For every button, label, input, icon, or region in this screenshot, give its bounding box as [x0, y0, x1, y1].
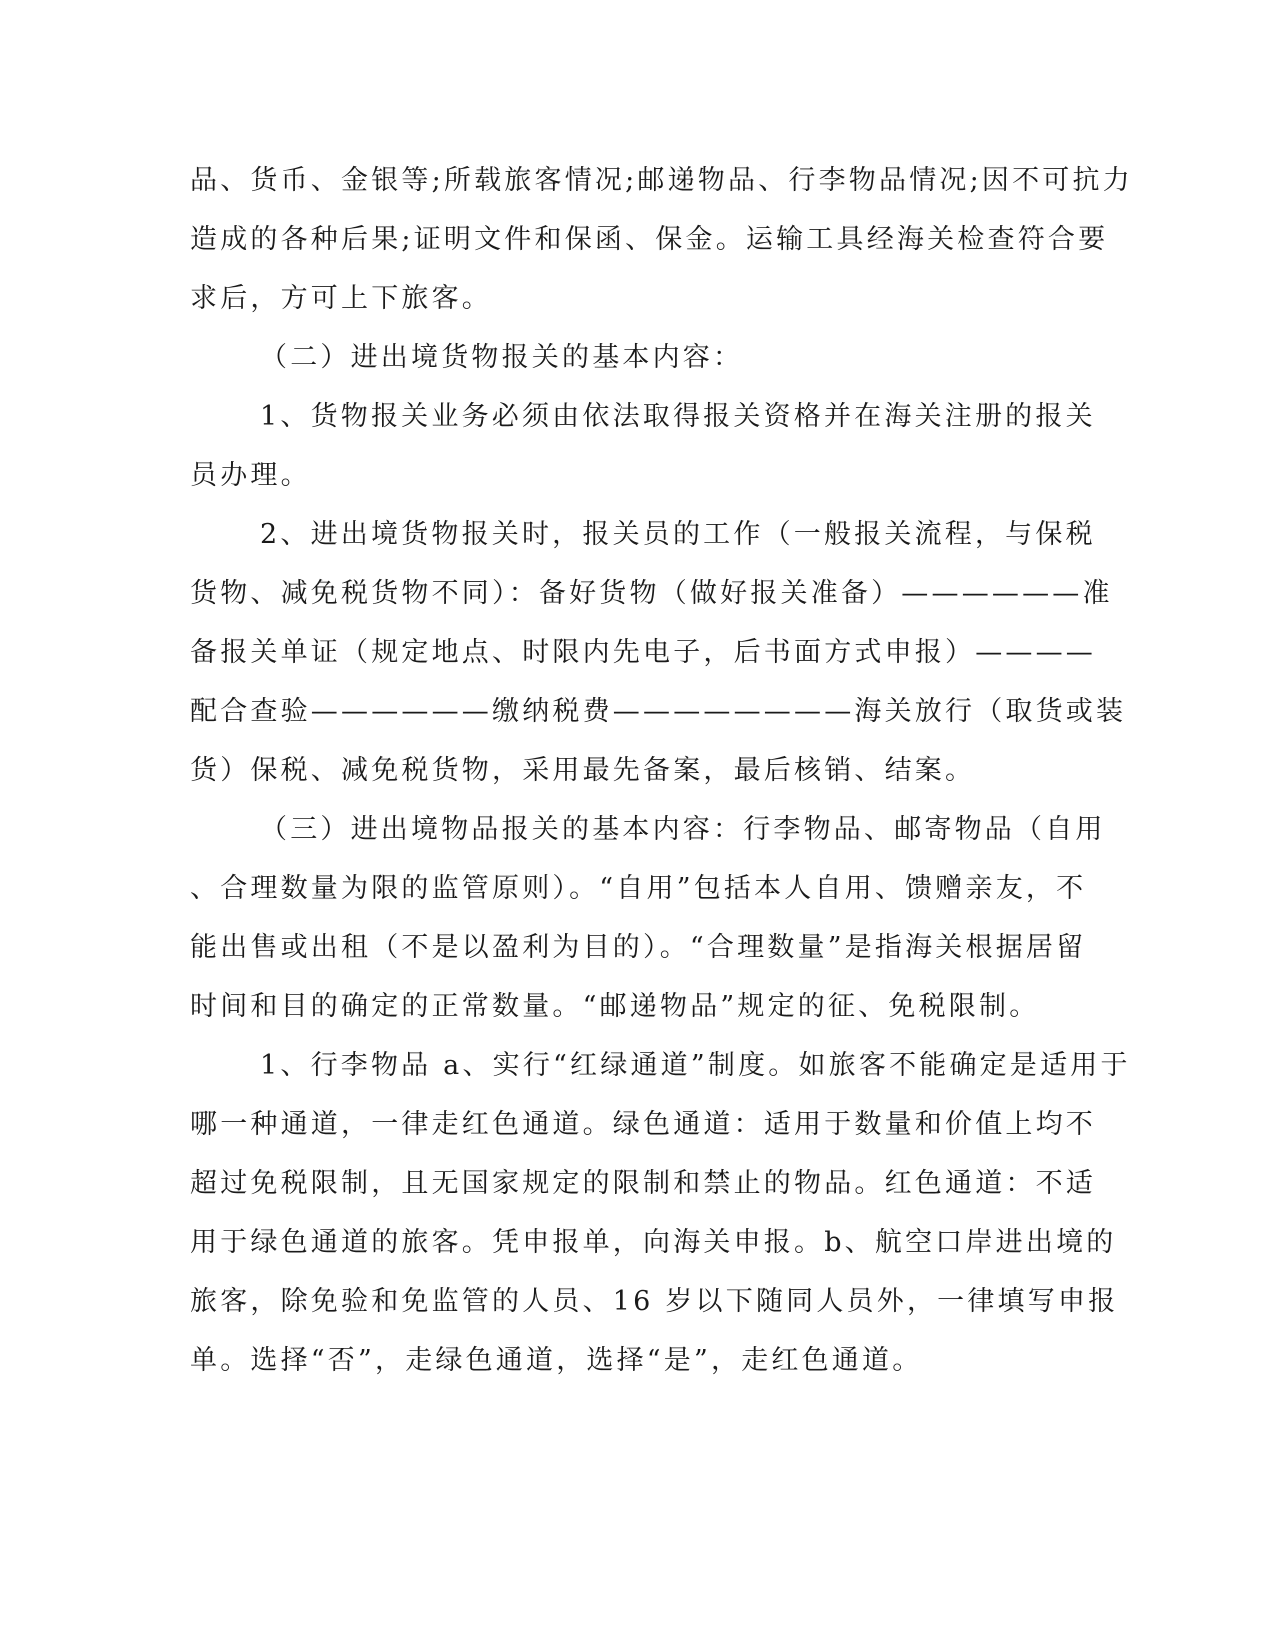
text-line: 用于绿色通道的旅客。凭申报单，向海关申报。b、航空口岸进出境的 — [190, 1227, 1117, 1258]
section-heading: （二）进出境货物报关的基本内容： — [260, 342, 744, 373]
text-line: 1、货物报关业务必须由依法取得报关资格并在海关注册的报关 — [260, 401, 1096, 432]
text-line: 货物、减免税货物不同）：备好货物（做好报关准备）——————准 — [190, 578, 1113, 609]
text-line: 单。选择“否”，走绿色通道，选择“是”，走红色通道。 — [190, 1345, 923, 1376]
text-line: 员办理。 — [190, 460, 311, 491]
text-line: 2、进出境货物报关时，报关员的工作（一般报关流程，与保税 — [260, 519, 1096, 550]
section-heading: （三）进出境物品报关的基本内容：行李物品、邮寄物品（自用 — [260, 814, 1106, 845]
text-line: 、合理数量为限的监管原则）。“自用”包括本人自用、馈赠亲友，不 — [190, 873, 1087, 904]
text-line: 品、货币、金银等;所载旅客情况;邮递物品、行李物品情况;因不可抗力 — [190, 165, 1133, 196]
text-line: 时间和目的确定的正常数量。“邮递物品”规定的征、免税限制。 — [190, 991, 1040, 1022]
text-line: 货）保税、减免税货物，采用最先备案，最后核销、结案。 — [190, 755, 976, 786]
text-line: 备报关单证（规定地点、时限内先电子，后书面方式申报）———— — [190, 637, 1096, 668]
text-line: 配合查验——————缴纳税费————————海关放行（取货或装 — [190, 696, 1127, 727]
text-line: 求后，方可上下旅客。 — [190, 283, 492, 314]
text-line: 1、行李物品 a、实行“红绿通道”制度。如旅客不能确定是适用于 — [260, 1050, 1131, 1081]
text-line: 能出售或出租（不是以盈利为目的）。“合理数量”是指海关根据居留 — [190, 932, 1087, 963]
text-line: 造成的各种后果;证明文件和保函、保金。运输工具经海关检查符合要 — [190, 224, 1109, 255]
text-line: 超过免税限制，且无国家规定的限制和禁止的物品。红色通道：不适 — [190, 1168, 1096, 1199]
text-line: 哪一种通道，一律走红色通道。绿色通道：适用于数量和价值上均不 — [190, 1109, 1096, 1140]
text-line: 旅客，除免验和免监管的人员、16 岁以下随同人员外，一律填写申报 — [190, 1286, 1119, 1317]
